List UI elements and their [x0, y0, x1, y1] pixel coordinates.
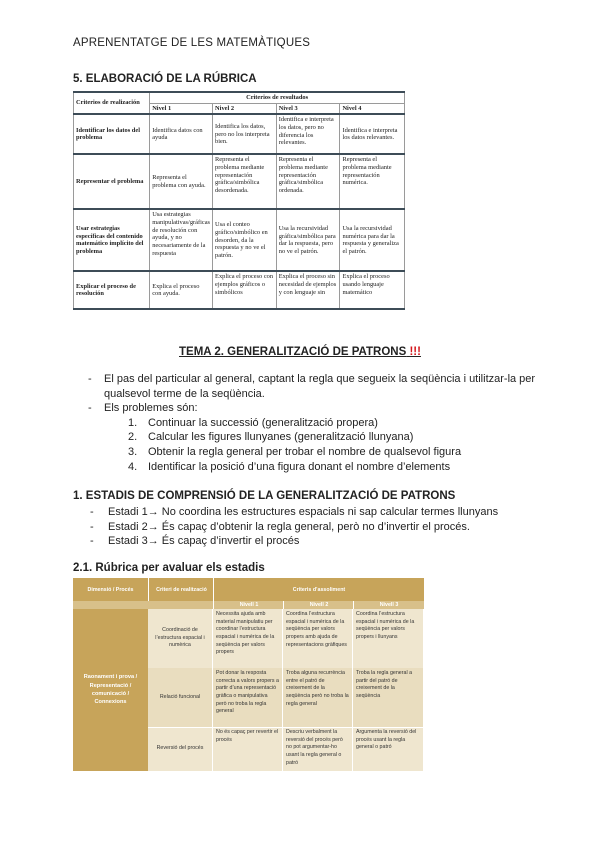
level-cell: Pot donar la resposta correcta a valors propers a partir d’una representació gràfica o manipulativa però no troba la regla general: [213, 668, 283, 727]
level-cell: Representa el problema mediante representación gráfica/simbólica desordenada.: [213, 154, 277, 209]
dash-icon: -: [88, 373, 92, 385]
list-item: [88, 372, 558, 401]
level-header: Nivel 4: [340, 103, 405, 114]
list-item: [90, 520, 498, 535]
level-header: Nivel 3: [276, 103, 340, 114]
list-item: 1. Continuar la successió (generalització propera): [128, 416, 378, 429]
level-header: Nivell 3: [353, 601, 424, 609]
level-cell: Identifica e interpreta los datos relevantes.: [340, 114, 405, 154]
tema-2-exclaim: !!!: [409, 346, 421, 358]
level-cell: Identifica los datos, pero no los interpreta bien.: [213, 114, 277, 154]
level-header: Nivell 1: [213, 601, 284, 609]
criterion-cell: Usar estrategias específicas del contenido matemático implícito del problema: [74, 209, 150, 271]
section-1-title: 1. ESTADIS DE COMPRENSIÓ DE LA GENERALITZACIÓ DE PATRONS: [73, 490, 456, 502]
tema-2-bullets: [88, 372, 558, 474]
resultados-header: Criterios de resultados: [150, 92, 405, 103]
criterion-cell: Identificar los datos del problema: [74, 114, 150, 154]
list-item: [90, 534, 498, 549]
estadi-text: Estadi 3→ És capaç d’invertir el procés: [108, 535, 300, 548]
table-row: [74, 114, 405, 154]
section-2-1-title: 2.1. Rúbrica per avaluar els estadis: [73, 562, 265, 574]
criterion-cell: Relació funcional: [148, 668, 213, 727]
level-cell: Necessita ajuda amb material manipulatiu per coordinar l’estructura espacial i numèrica de la seqüència per valors propers: [213, 609, 283, 668]
level-cell: Explica el proceso sin necesidad de ejemplos y con lenguaje sin: [276, 271, 340, 309]
level-cell: Identifica e interpreta los datos, pero no diferencia los relevantes.: [276, 114, 340, 154]
dimension-cell: Raonament i prova / Representació / comunicació / Connexions: [73, 609, 148, 771]
level-cell: Usa la recursividad gráfica/simbólica para dar la respuesta, pero no ve el patrón.: [276, 209, 340, 271]
rubric-table-2: [73, 578, 423, 771]
tema-2-text: TEMA 2. GENERALITZACIÓ DE PATRONS: [179, 346, 407, 358]
estadis-list: [90, 505, 498, 549]
tema-2-title: [0, 346, 600, 358]
level-header: Nivel 2: [213, 103, 277, 114]
dash-icon: -: [88, 402, 92, 415]
level-cell: Coordina l’estructura espacial i numèrica de la seqüència per valors propers i llunyans: [356, 611, 415, 641]
level-cell: Representa el problema mediante representación gráfica/simbólica ordenada.: [276, 154, 340, 209]
criterion-cell: Explicar el proceso de resolución: [74, 271, 150, 309]
estadi-text: Estadi 1→ No coordina les estructures espacials ni sap calcular termes llunyans: [108, 506, 499, 518]
level-cell: Explica el proceso con ejemplos gráficos o simbólicos: [213, 271, 277, 309]
level-cell: Identifica datos con ayuda: [150, 114, 213, 154]
dash-icon: -: [90, 520, 94, 533]
problem-text: Obtenir la regla general per trobar el nombre de qualsevol figura: [148, 445, 462, 458]
table-row: [148, 727, 423, 771]
table-row: [74, 154, 405, 209]
level-cell: Usa estrategias manipulativas/gráficas de resolución con ayuda, y no necesariamente de la respuesta: [150, 209, 213, 271]
level-cell: Usa la recursividad numérica para dar la respuesta y generaliza el patrón.: [340, 209, 405, 271]
criterion-cell: Representar el problema: [74, 154, 150, 209]
table-row: [148, 609, 423, 669]
list-item: 2. Calcular les figures llunyanes (generalització llunyana): [128, 431, 414, 444]
criterion-cell: Reversió del procés: [148, 727, 213, 771]
level-cell: Troba la regla general a partir del patró de creixement de la seqüència: [356, 670, 413, 700]
dash-icon: -: [90, 506, 94, 518]
level-cell: Troba alguna recurrència entre el patró de creixement de la seqüència però no troba la regla general: [283, 668, 353, 727]
section-5-title: 5. ELABORACIÓ DE LA RÚBRICA: [73, 73, 257, 85]
bullet-text: El pas del particular al general, captant la regla que segueix la seqüència i utilitzar-la per qualsevol terme de la seqüència.: [104, 373, 536, 400]
level-cell: No és capaç per revertir el procés: [213, 727, 283, 771]
dash-icon: -: [90, 535, 94, 548]
table-row: [74, 209, 405, 271]
list-item: [90, 505, 498, 520]
problem-text: Continuar la successió (generalització propera): [148, 416, 378, 429]
level-cell: Representa el problema mediante representación numérica.: [340, 154, 405, 209]
subheader-blank: [73, 601, 213, 609]
level-cell: Explica el proceso usando lenguaje matemático: [340, 271, 405, 309]
level-cell: Usa el conteo gráfico/simbólico en desorden, da la respuesta y no ve el patrón.: [213, 209, 277, 271]
dimension-header: Dimensió / Procés: [73, 578, 148, 601]
criteri-header: Criteri de realització: [148, 578, 214, 601]
bullet-text: Els problemes són:: [104, 402, 198, 415]
problem-text: Identificar la posició d’una figura donant el nombre d’elements: [148, 460, 451, 473]
assoliment-header: Criteris d’assoliment: [213, 578, 424, 601]
level-header: Nivell 2: [283, 601, 354, 609]
criterion-cell: Coordinació de l’estructura espacial i numèrica: [148, 609, 213, 668]
table-row: [148, 668, 423, 728]
estadi-text: Estadi 2→ És capaç d’obtenir la regla general, però no d’invertir el procés.: [108, 520, 470, 533]
problem-text: Calcular les figures llunyanes (generalització llunyana): [148, 431, 414, 444]
level-cell: Explica el proceso con ayuda.: [150, 271, 213, 309]
level-cell: Descriu verbalment la reversió del procés però no pot argumentar-ho usant la regla general o patró: [283, 727, 353, 771]
page-header: APRENENTATGE DE LES MATEMÀTIQUES: [73, 37, 311, 49]
level-cell: Argumenta la reversió del procés usant la regla general o patró: [356, 729, 417, 751]
rubric-table-1: [73, 91, 405, 310]
level-cell: Coordina l’estructura espacial i numèrica de la seqüència per valors propers amb ajuda de representacions gràfiques: [283, 609, 353, 668]
list-item: [88, 401, 558, 416]
list-item: 3. Obtenir la regla general per trobar el nombre de qualsevol figura: [128, 445, 462, 458]
level-header: Nivel 1: [150, 103, 213, 114]
table-row: [74, 271, 405, 309]
list-item: 4. Identificar la posició d’una figura donant el nombre d’elements: [128, 460, 451, 473]
criterios-header: Criterios de realización: [74, 92, 150, 114]
level-cell: Representa el problema con ayuda.: [150, 154, 213, 209]
problems-list: [88, 416, 558, 474]
